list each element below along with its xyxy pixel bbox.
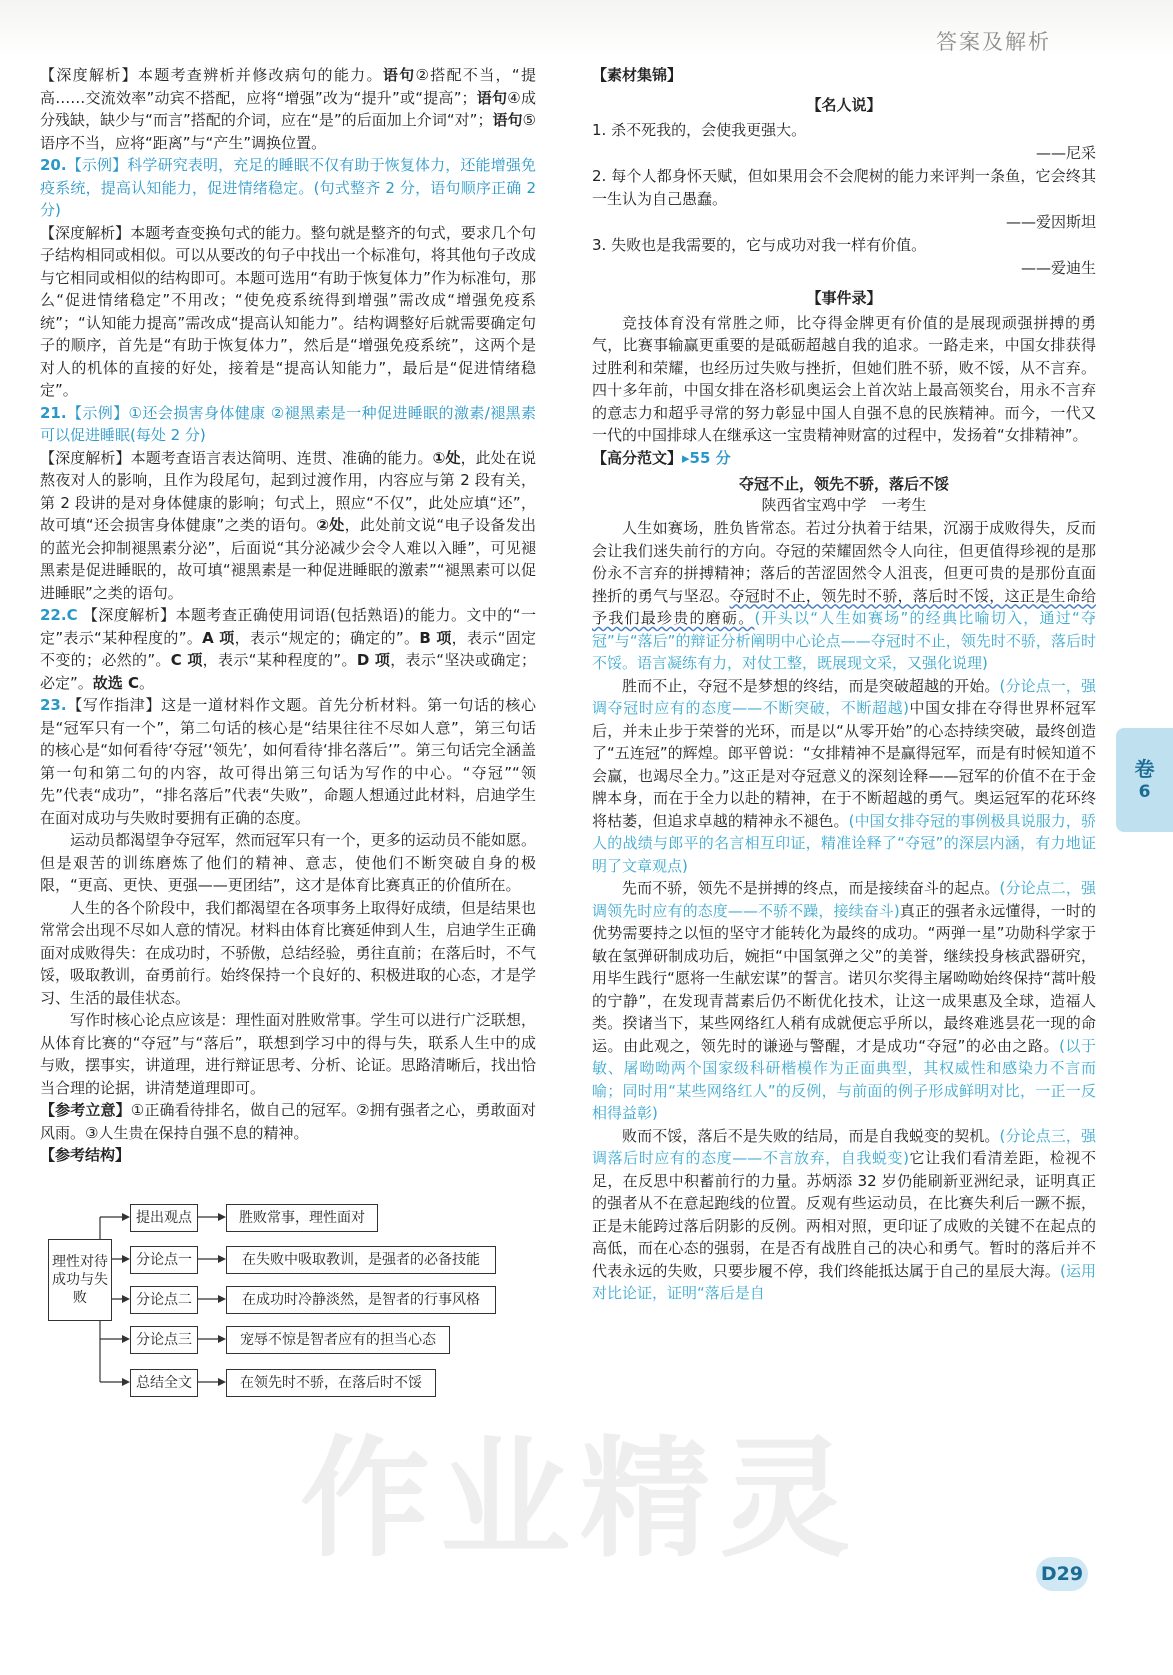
diagram-branch-label: 分论点一 xyxy=(130,1246,198,1274)
quotes-title: 【名人说】 xyxy=(806,95,882,114)
essay-author: 陕西省宝鸡中学 一考生 xyxy=(761,496,927,514)
q21-answer: 21.【示例】①还会损害身体健康 ②褪黑素是一种促进睡眠的激素/褪黑素可以促进睡眠(每处 2 分) xyxy=(40,403,536,444)
essay-label: 【高分范文】▸55 分 xyxy=(592,448,731,467)
q20-analysis: 【深度解析】本题考查变换句式的能力。整句就是整齐的句式，要求几个句子结构相同或相似。可以从要改的句子中找出一个标准句，将其他句子改成与它相同或相似的结构即可。本题可选用“有助于恢复体力”作为标准句，那么“促进情绪稳定”不用改；“使免疫系统得到增强”需改成“增强免疫系统”；“认知能力提高”需改成“提高认知能力”。结构调整好后就需要确定句子的顺序，首先是“有助于恢复体力”，然后是“增强免疫系统”，这两个是对人的机体的直接的好处，接着是“提高认知能力”，最后是“促进情绪稳定”。 xyxy=(40,223,536,399)
q23-paragraph-3: 写作时核心论点应该是：理性面对胜败常事。学生可以进行广泛联想，从体育比赛的“夺冠”与“落后”，联想到学习中的得与失，联系人生中的成与败，摆事实，讲道理，进行辩证思考、分析、论证。思路清晰后，找出恰当合理的论据，讲清楚道理即可。 xyxy=(40,1011,536,1097)
quote-author: ——尼采 xyxy=(1035,143,1096,162)
essay-paragraph-1: 人生如赛场，胜负皆常态。若过分执着于结果，沉溺于成败得失，反而会让我们迷失前行的方向。夺冠的荣耀固然令人向往，但更值得珍视的是那份永不言弃的拼搏精神；落后的苦涩固然令人沮丧，但更可贵的是那份直面挫折的勇气与坚忍。夺冠时不止，领先时不骄，落后时不馁，这正是生命给予我们最珍贵的磨砺。(开头以“人生如赛场”的经典比喻切入，通过“夺冠”与“落后”的辩证分析阐明中心论点——夺冠时不止，领先时不骄，落后时不馁。语言凝练有力，对仗工整，既展现文采，又强化说理) xyxy=(592,519,1096,672)
diagram-root: 理性对待成功与失败 xyxy=(48,1239,112,1321)
header-title: 答案及解析 xyxy=(936,30,1051,54)
diagram-branch-label: 分论点二 xyxy=(130,1286,198,1314)
right-column xyxy=(592,64,1096,1305)
volume-tab xyxy=(1116,728,1173,832)
diagram-branch-label: 总结全文 xyxy=(130,1369,198,1397)
events-text: 竞技体育没有常胜之师，比夺得金牌更有价值的是展现顽强拼搏的勇气，比赛事输赢更重要的是砥砺超越自我的追求。一路走来，中国女排获得过胜利和荣耀，也经历过失败与挫折，但她们胜不骄，败不馁，从不言弃。四十多年前，中国女排在洛杉矶奥运会上首次站上最高领奖台，用永不言弃的意志力和超乎寻常的努力彰显中国人自强不息的民族精神。而今，一代又一代的中国排球人在继承这一宝贵精神财富的过程中，发扬着“女排精神”。 xyxy=(592,313,1096,444)
watermark: 作业精灵 xyxy=(300,1423,861,1575)
quote-text: 2. 每个人都身怀天赋，但如果用会不会爬树的能力来评判一条鱼，它会终其一生认为自己愚蠢。 xyxy=(592,166,1096,208)
diagram-branch-content: 在失败中吸取教训，是强者的必备技能 xyxy=(226,1246,496,1274)
quote-author: ——爱迪生 xyxy=(1020,258,1096,277)
page-header xyxy=(0,0,1173,56)
diagram-branch-content: 在成功时冷静淡然，是智者的行事风格 xyxy=(226,1286,496,1314)
diagram-branch-content: 胜败常事，理性面对 xyxy=(226,1204,378,1232)
q23-structure-label: 【参考结构】 xyxy=(40,1146,131,1164)
volume-tab-label: 卷 xyxy=(1134,757,1155,781)
quote-author: ——爱因斯坦 xyxy=(1005,212,1096,231)
q20-answer: 20.【示例】科学研究表明，充足的睡眠不仅有助于恢复体力，还能增强免疫系统，提高认知能力，促进情绪稳定。(句式整齐 2 分，语句顺序正确 2 分) xyxy=(40,156,536,219)
q21-analysis: 【深度解析】本题考查语言表达简明、连贯、准确的能力。①处，此处在说熬夜对人的影响，且作为段尾句，起到过渡作用，内容应与第 2 段有关，第 2 段讲的是对身体健康的影响；句式上，照应“不仅”，此处应填“还”，故可填“还会损害身体健康”之类的语句。②处，此处前文说“电子设备发出的蓝光会抑制褪黑素分泌”，后面说“其分泌减少会令人难以入睡”，可见褪黑素是促进睡眠的，故可填“褪黑素是一种促进睡眠的激素”“褪黑素可以促进睡眠”之类的语句。 xyxy=(40,448,537,602)
q23-guide: 23.【写作指津】这是一道材料作文题。首先分析材料。第一句话的核心是“冠军只有一个”，第二句话的核心是“结果往往不尽如人意”，第三句话的核心是“如何看待‘夺冠’‘领先’，如何看待‘排名落后’”。第三句话完全涵盖第一句和第二句的内容，故可得出第三句话为写作的中心。“夺冠”“领先”代表“成功”，“排名落后”代表“失败”，命题人想通过此材料，启迪学生在面对成功与失败时要拥有正确的态度。 xyxy=(40,696,536,827)
q23-paragraph-1: 运动员都渴望争夺冠军，然而冠军只有一个，更多的运动员不能如愿。但是艰苦的训练磨炼了他们的精神、意志，使他们不断突破自身的极限，“更高、更快、更强——更团结”，这才是体育比赛真正的价值所在。 xyxy=(40,831,536,894)
q23-reference-idea: 【参考立意】①正确看待排名，做自己的冠军。②拥有强者之心，勇敢面对风雨。③人生贵在保持自强不息的精神。 xyxy=(40,1101,536,1142)
volume-tab-number: 6 xyxy=(1138,782,1151,802)
q19-analysis: 【深度解析】本题考查辨析并修改病句的能力。语句②搭配不当，“提高……交流效率”动宾不搭配，应将“增强”改为“提升”或“提高”；语句④成分残缺，缺少与“而言”搭配的介词，应在“是”的后面加上介词“对”；语句⑤语序不当，应将“距离”与“产生”调换位置。 xyxy=(40,66,536,152)
material-label: 【素材集锦】 xyxy=(592,66,683,84)
diagram-branch-content: 在领先时不骄，在落后时不馁 xyxy=(226,1369,436,1397)
essay-paragraph-4: 败而不馁，落后不是失败的结局，而是自我蜕变的契机。(分论点三，强调落后时应有的态度——不言放弃，自我蜕变)它让我们看清差距，检视不足，在反思中积蓄前行的力量。苏炳添 32 岁仍能刷新亚洲纪录，证明真正的强者从不在意起跑线的位置。反观有些运动员，在比赛失利后一蹶不振，正是未能跨过落后阴影的反例。两相对照，更印证了成败的关键不在起点的高低，而在心态的强弱，在是否有战胜自己的决心和勇气。暂时的落后并不代表永远的失败，只要步履不停，我们终能抵达属于自己的星辰大海。(运用对比论证，证明“落后是自 xyxy=(592,1126,1096,1302)
quote-text: 3. 失败也是我需要的，它与成功对我一样有价值。 xyxy=(592,235,927,254)
page-number: D29 xyxy=(1036,1557,1088,1591)
diagram-branch-label: 提出观点 xyxy=(130,1204,198,1232)
diagram-branch-content: 宠辱不惊是智者应有的担当心态 xyxy=(226,1326,450,1354)
q22-analysis: 22.C 【深度解析】本题考查正确使用词语(包括熟语)的能力。文中的“一定”表示“某种程度的”。A 项，表示“规定的；确定的”。B 项，表示“固定不变的；必然的”。C 项，表示“某种程度的”。D 项，表示“坚决或确定；必定”。故选 C。 xyxy=(40,606,537,692)
essay-paragraph-2: 胜而不止，夺冠不是梦想的终结，而是突破超越的开始。(分论点一，强调夺冠时应有的态度——不断突破，不断超越)中国女排在夺得世界杯冠军后，并未止步于荣誉的光环，而是以“从零开始”的心态持续突破，最终创造了“五连冠”的辉煌。郎平曾说：“女排精神不是赢得冠军，而是有时候知道不会赢，也竭尽全力。”这正是对夺冠意义的深刻诠释——冠军的价值不在于金牌本身，而在于全力以赴的精神，在于不断超越的勇气。奥运冠军的花环终将枯萎，但追求卓越的精神永不褪色。(中国女排夺冠的事例极具说服力，骄人的战绩与郎平的名言相互印证，精准诠释了“夺冠”的深层内涵，有力地证明了文章观点) xyxy=(592,676,1096,875)
left-column xyxy=(40,64,536,1423)
essay-paragraph-3: 先而不骄，领先不是拼搏的终点，而是接续奋斗的起点。(分论点二，强调领先时应有的态度——不骄不躁，接续奋斗)真正的强者永远懂得，一时的优势需要持之以恒的坚守才能转化为最终的成功。“两弹一星”功勋科学家于敏在氢弹研制成功后，婉拒“中国氢弹之父”的美誉，继续投身核武器研究，用毕生践行“愿将一生献宏谋”的誓言。诺贝尔奖得主屠呦呦始终保持“蒿叶般的宁静”，在发现青蒿素后仍不断优化技术，让这一成果惠及全球，造福人类。揆诸当下，某些网络红人稍有成就便忘乎所以，最终难逃昙花一现的命运。由此观之，领先时的谦逊与警醒，才是成功“夺冠”的必由之路。(以于敏、屠呦呦两个国家级科研楷模作为正面典型，其权威性和感染力不言而喻；同时用“某些网络红人”的反例，与前面的例子形成鲜明对比，一正一反相得益彰) xyxy=(592,879,1096,1122)
events-title: 【事件录】 xyxy=(806,288,882,307)
structure-diagram xyxy=(40,1173,530,1423)
q23-paragraph-2: 人生的各个阶段中，我们都渴望在各项事务上取得好成绩，但是结果也常常会出现不尽如人意的情况。材料由体育比赛延伸到人生，启迪学生正确面对成败得失：在成功时，不骄傲，总结经验，勇往直前；在落后时，不气馁，吸取教训，奋勇前行。始终保持一个良好的、积极进取的心态，才是学习、生活的最佳状态。 xyxy=(40,898,536,1007)
quote-text: 1. 杀不死我的，会使我更强大。 xyxy=(592,120,807,139)
diagram-branch-label: 分论点三 xyxy=(130,1326,198,1354)
essay-title: 夺冠不止，领先不骄，落后不馁 xyxy=(738,475,949,493)
